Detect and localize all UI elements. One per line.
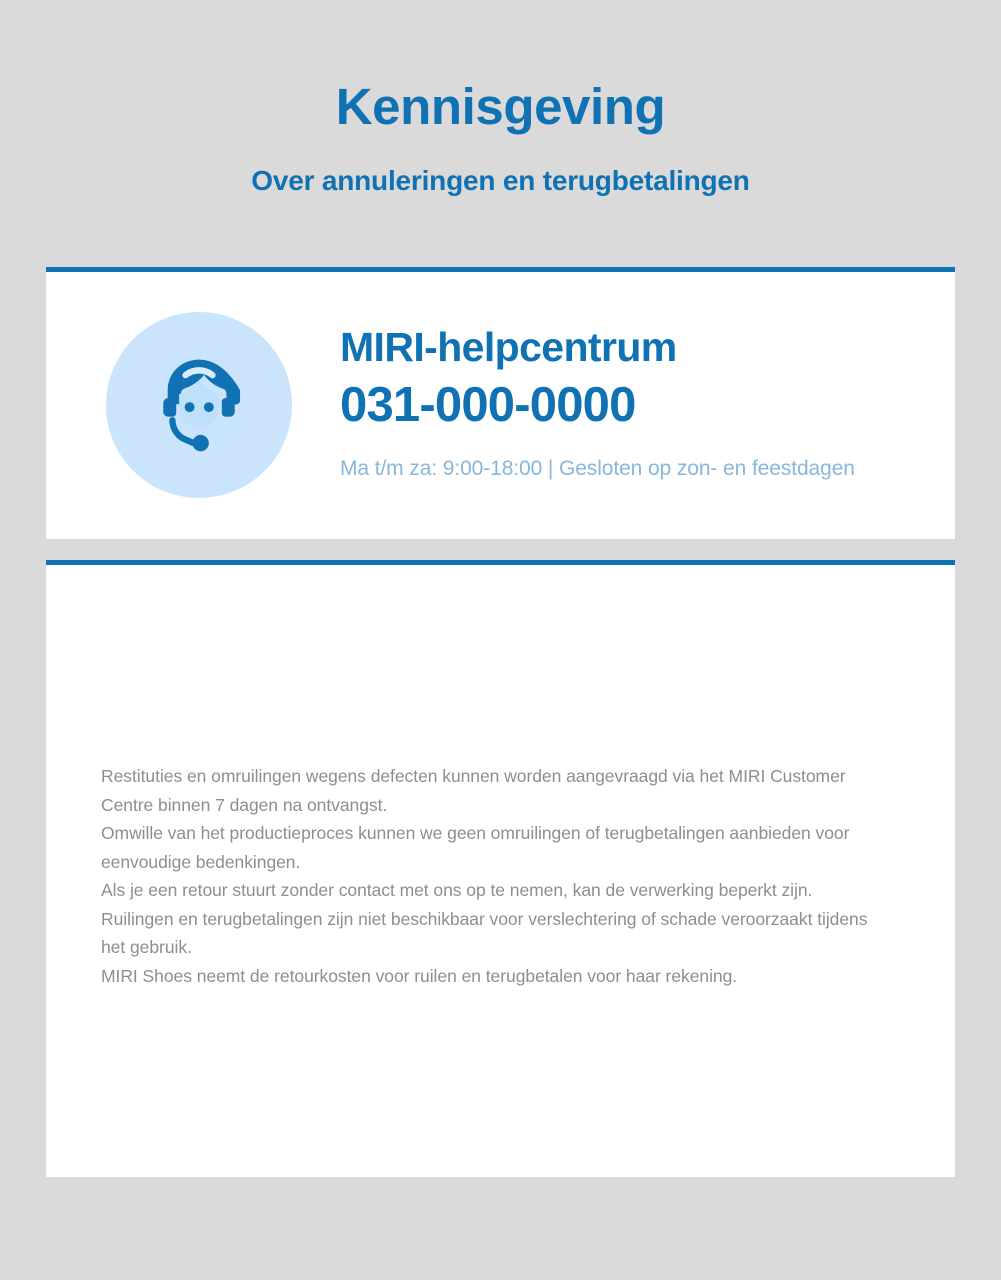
policy-line: Als je een retour stuurt zonder contact met ons op te nemen, kan de verwerking beperkt zijn.	[101, 880, 813, 900]
policy-text-block	[46, 565, 955, 990]
page-subtitle: Over annuleringen en terugbetalingen	[251, 165, 750, 197]
contact-phone-number[interactable]: 031-000-0000	[340, 378, 636, 433]
policy-line: Ruilingen en terugbetalingen zijn niet beschikbaar voor verslechtering of schade veroorzaakt tijdens het gebruik.	[101, 908, 868, 957]
contact-center-name: MIRI-helpcentrum	[340, 324, 677, 370]
headset-agent-icon	[145, 351, 253, 459]
policy-line: Omwille van het productieproces kunnen we geen omruilingen of terugbetalingen aanbieden voor eenvoudige bedenkingen.	[101, 823, 850, 872]
microphone-icon	[192, 435, 208, 451]
policy-line: Restituties en omruilingen wegens defecten kunnen worden aangevraagd via het MIRI Customer Centre binnen 7 dagen na ontvangst.	[101, 766, 846, 815]
avatar-circle	[106, 312, 292, 498]
contact-card	[46, 267, 955, 539]
page-title: Kennisgeving	[335, 78, 666, 135]
contact-hours: Ma t/m za: 9:00-18:00 | Gesloten op zon- en feestdagen	[340, 456, 855, 480]
page-header	[0, 0, 1001, 198]
policy-line: MIRI Shoes neemt de retourkosten voor ruilen en terugbetalen voor haar rekening.	[101, 965, 738, 986]
eye-left-icon	[184, 402, 194, 412]
contact-details	[292, 312, 955, 481]
avatar	[105, 312, 292, 498]
policy-card	[46, 560, 955, 1177]
eye-right-icon	[203, 402, 213, 412]
contact-row	[46, 272, 955, 498]
